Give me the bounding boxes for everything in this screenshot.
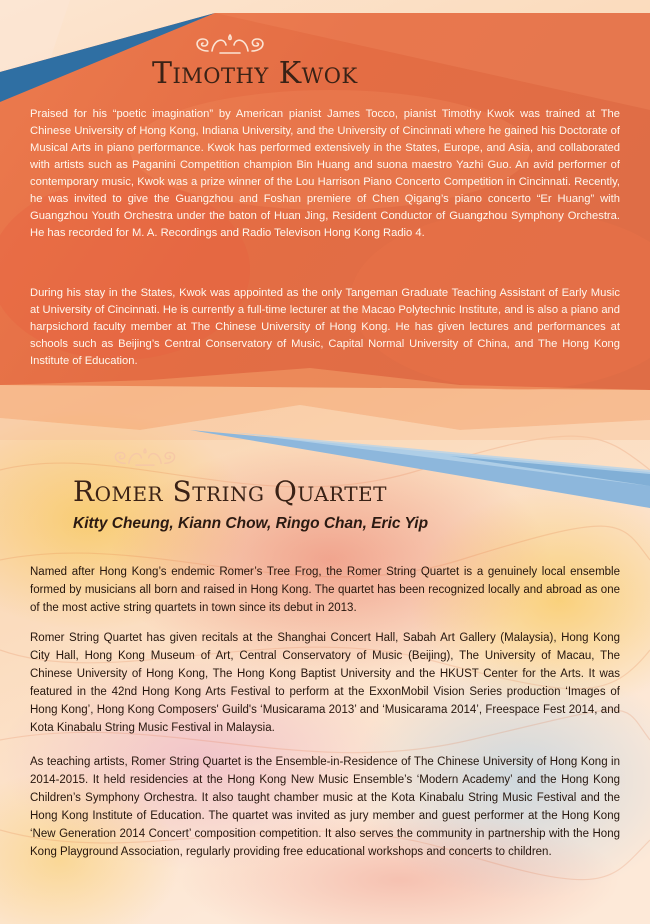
paragraph: Romer String Quartet has given recitals at the Shanghai Concert Hall, Sabah Art Gallery (Malaysia), Hong Kong City Hall, Hong Kong Museum of Art, Central Conservatory of Music (Beijing), The University of Macau, The Chinese University of Hong Kong, The Hong Kong Baptist University and the HKUST Center for the Arts. It was featured in the 42nd Hong Kong Arts Festival to perform at the ExxonMobil Vision Series production ‘Images of Hong Kong’, Hong Kong Composers' Guild's ‘Musicarama 2013’ and ‘Musicarama 2014’, Freespace Fest 2014, and Kota Kinabalu String Music Festival in Malaysia.: [30, 632, 620, 734]
paragraph: Named after Hong Kong’s endemic Romer’s Tree Frog, the Romer String Quartet is a genuinely local ensemble formed by musicians all born and raised in Hong Kong. The quartet has been recognized locally and abroad as one of the most active string quartets in town since its debut in 2013.: [30, 566, 620, 614]
paragraph: Praised for his “poetic imagination” by American pianist James Tocco, pianist Timothy Kwok was trained at The Chinese University of Hong Kong, Indiana University, and the University of Cincinnati where he gained his Doctorate of Musical Arts in piano performance. Kwok has performed extensively in the States, Europe, and Asia, and collaborated with artists such as Paganini Competition champion Bin Huang and suona maestro Yazhi Guo. An avid performer of contemporary music, Kwok was a prize winner of the Lou Harrison Piano Concerto Competition in Cincinnati. Recently, he was invited to give the Guangzhou and Foshan premiere of Chen Qigang’s piano concerto “Er Huang” with Guangzhou Youth Orchestra under the baton of Huan Jing, Resident Conductor of Guangzhou Symphony Orchestra. He has recorded for M. A. Recordings and Radio Televison Hong Kong Radio 4.: [30, 108, 620, 239]
section-title-romer-string-quartet: Romer String Quartet: [73, 475, 387, 508]
quartet-members: Kitty Cheung, Kiann Chow, Ringo Chan, Eric Yip: [73, 515, 429, 532]
paragraph: As teaching artists, Romer String Quartet is the Ensemble-in-Residence of The Chinese University of Hong Kong in 2014-2015. It held residencies at the Hong Kong New Music Ensemble’s ‘Modern Academy’ and the Hong Kong Children’s Symphony Orchestra. It also taught chamber music at the Kota Kinabalu String Music Festival and the Hong Kong Institute of Education. The quartet was invited as jury member and guest performer at the Hong Kong ‘New Generation 2014 Concert’ composition competition. It also serves the community in partnership with the Hong Kong Playground Association, regularly providing free educational workshops and concerts to children.: [30, 756, 620, 858]
swirl-ornament-icon: [190, 31, 270, 57]
swirl-ornament-icon: [109, 444, 181, 470]
section-title-timothy-kwok: Timothy Kwok: [152, 56, 358, 91]
paragraph: During his stay in the States, Kwok was appointed as the only Tangeman Graduate Teaching Assistant of Early Music at University of Cincinnati. He is currently a full-time lecturer at the Macao Polytechnic Institute, and is also a piano and harpsichord faculty member at The Chinese University of Hong Kong. He has given lectures and performances at schools such as Beijing’s Central Conservatory of Music, Capital Normal University of China, and The Hong Kong Institute of Education.: [30, 287, 620, 367]
